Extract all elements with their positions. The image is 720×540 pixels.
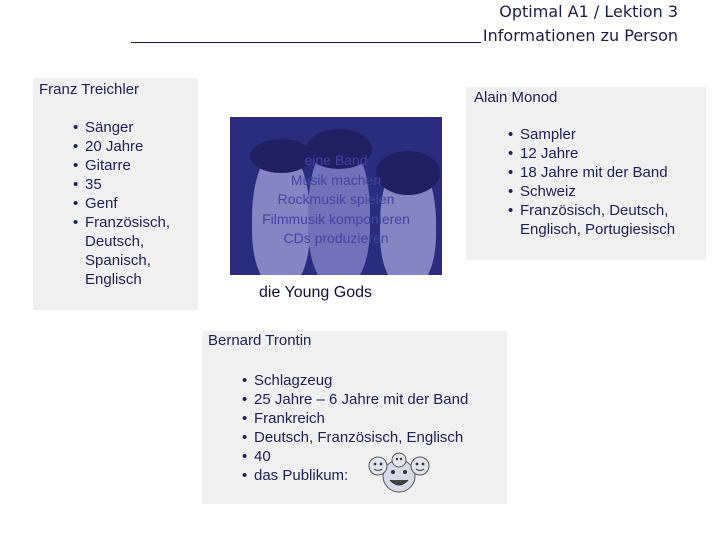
card-name: Bernard Trontin [208,332,312,349]
fact-item: • Schweiz [508,182,708,201]
band-photo [230,117,442,275]
fact-list [73,118,198,289]
fact-item: • 25 Jahre – 6 Jahre mit der Band [242,390,507,409]
card-name: Alain Monod [474,89,558,106]
vocab-item: CDs produzieren [283,230,389,246]
fact-item: • Schlagzeug [242,371,507,390]
band-name: die Young Gods [259,284,372,301]
fact-item: • Sampler [508,125,708,144]
fact-item: • 35 [73,175,198,194]
fact-item: • 18 Jahre mit der Band [508,163,708,182]
header-rule [131,42,481,43]
bernard-trontin-card [202,331,507,504]
fact-item: • Genf [73,194,198,213]
vocab-item: eine Band [304,152,368,168]
fact-item: • das Publikum: [242,466,507,485]
smiley-faces-icon [366,452,432,496]
fact-item: • 40 [242,447,507,466]
fact-item: • Gitarre [73,156,198,175]
header-course: Optimal A1 / Lektion 3 [499,2,678,21]
fact-item: • Französisch, Deutsch, Englisch, Portugiesisch [508,201,708,239]
fact-item: • Deutsch, Französisch, Englisch [242,428,507,447]
header-topic: Informationen zu Person [482,26,678,45]
fact-item: • Französisch, Deutsch, Spanisch, Englisch [73,213,198,289]
vocab-item: Rockmusik spielen [277,191,395,207]
fact-item: • 20 Jahre [73,137,198,156]
franz-treichler-card [33,78,198,310]
photo-vocabulary [230,151,442,249]
fact-item: • Frankreich [242,409,507,428]
fact-item: • Sänger [73,118,198,137]
vocab-item: Filmmusik komponieren [262,210,410,227]
card-name: Franz Treichler [39,81,140,98]
vocab-item: Musik machen [290,171,382,188]
fact-item: • 12 Jahre [508,144,708,163]
fact-list [508,125,708,239]
alain-monod-card [466,87,706,260]
